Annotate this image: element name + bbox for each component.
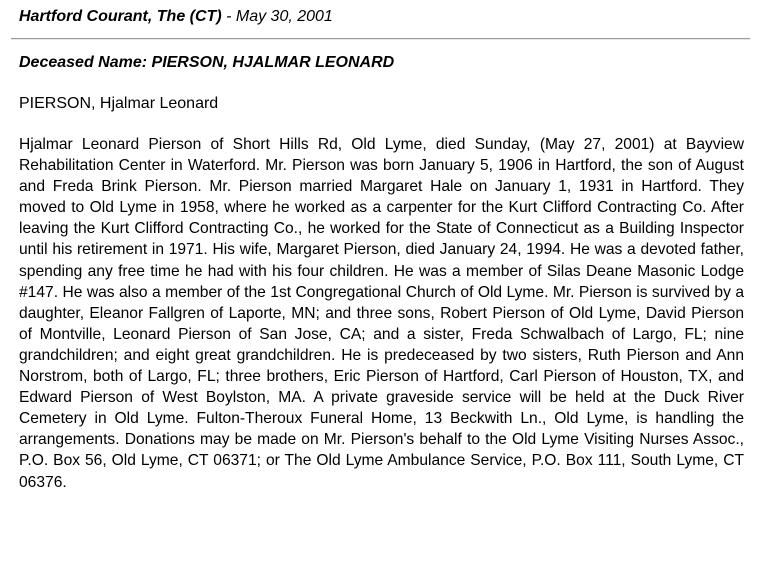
header-separator: - — [221, 8, 236, 25]
obituary-body: Hjalmar Leonard Pierson of Short Hills Rd, Old Lyme, died Sunday, (May 27, 2001) at Bayview Rehabilitation Center in Waterford. Mr. Pierson was born January 5, 1906 in Hartford, the son of August and Freda Brink Pierson. Mr. Pierson married Margaret Hale on January 1, 1931 in Hartford. They moved to Old Lyme in 1958, where he worked as a carpenter for the Kurt Clifford Contracting Co. After leaving the Kurt Clifford Contracting Co., he worked for the State of Connecticut as a Building Inspector until his retirement in 1971. His wife, Margaret Pierson, died January 24, 1994. He was a devoted father, spending any free time he had with his four children. He was a member of Silas Deane Masonic Lodge #147. He was also a member of the 1st Congregational Church of Old Lyme. Mr. Pierson is survived by a daughter, Eleanor Fallgren of Laporte, MN; and three sons, Robert Pierson of Old Lyme, David Pierson of Montville, Leonard Pierson of San Jose, CA; and a sister, Freda Schwalbach of Largo, FL; nine grandchildren; and eight great grandchildren. He is predeceased by two sisters, Ruth Pierson and Ann Norstrom, both of Largo, FL; three brothers, Eric Pierson of Hartford, Carl Pierson of Houston, TX, and Edward Pierson of West Boylston, MA. A private graveside service will be held at the Duck River Cemetery in Old Lyme. Fulton-Theroux Funeral Home, 13 Beckwith Ln., Old Lyme, is handling the arrangements. Donations may be made on Mr. Pierson's behalf to the Old Lyme Visiting Nurses Assoc., P.O. Box 56, Old Lyme, CT 06371; or The Old Lyme Ambulance Service, P.O. Box 111, South Lyme, CT 06376. — [19, 136, 744, 491]
header-divider — [11, 38, 750, 40]
publication-date: May 30, 2001 — [235, 8, 333, 25]
publication-name: Hartford Courant, The (CT) — [19, 8, 222, 25]
deceased-name-heading: Deceased Name: PIERSON, HJALMAR LEONARD — [19, 54, 395, 71]
publication-header — [19, 7, 333, 27]
obituary-name: PIERSON, Hjalmar Leonard — [19, 95, 219, 112]
